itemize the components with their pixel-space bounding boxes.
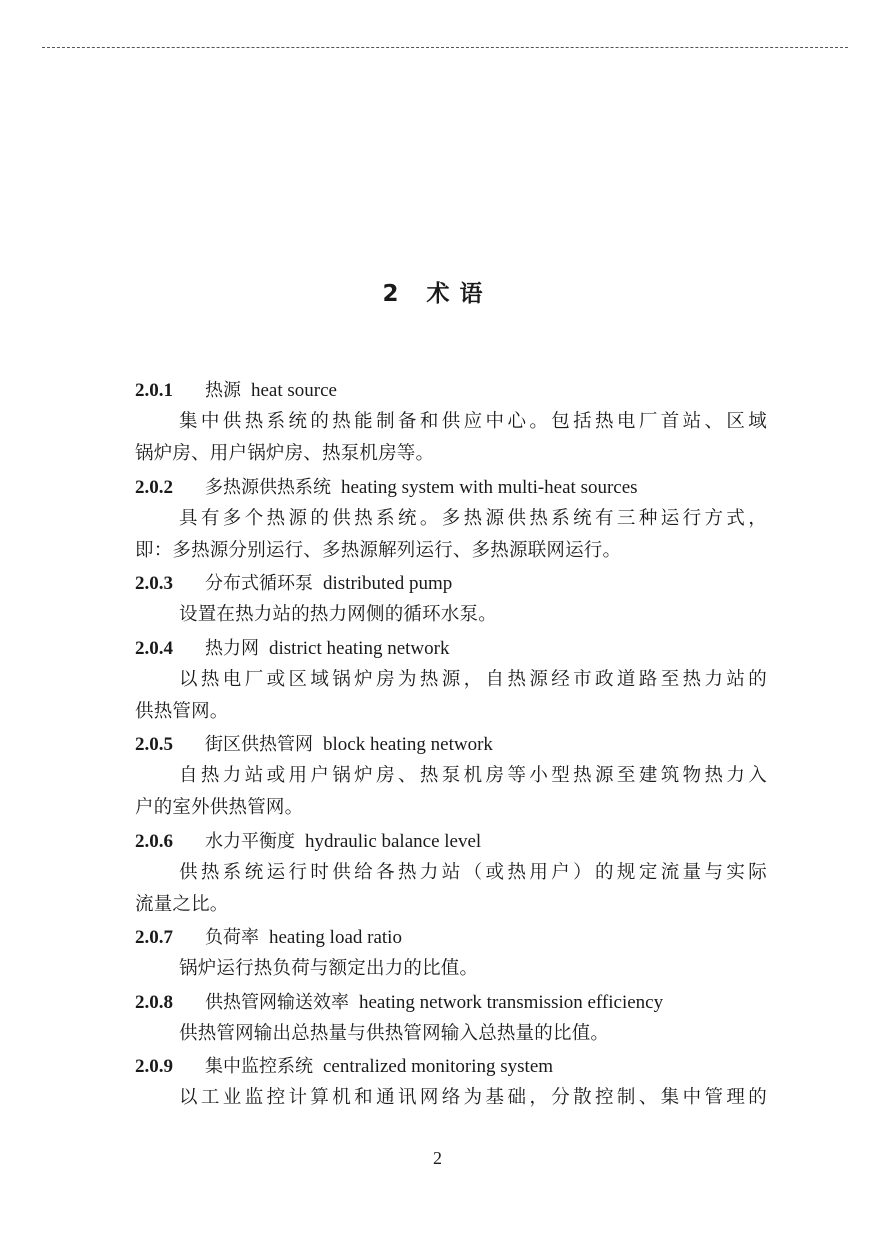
definition-line: 锅炉运行热负荷与额定出力的比值。 — [179, 958, 479, 980]
term-english: hydraulic balance level — [305, 830, 482, 852]
definition-line: 供热管网输出总热量与供热管网输入总热量的比值。 — [179, 1022, 610, 1044]
term-heading — [135, 921, 767, 953]
term-number: 2.0.7 — [135, 927, 173, 949]
term-english: centralized monitoring system — [323, 1055, 554, 1077]
term-heading — [135, 632, 767, 664]
term-chinese: 供热管网输送效率 — [205, 991, 349, 1013]
term-english: heating network transmission efficiency — [359, 991, 664, 1013]
term-heading — [135, 567, 767, 599]
term-english: heating load ratio — [269, 927, 402, 949]
term-chinese: 热源 — [205, 380, 241, 401]
chapter-title: 2 术语 — [382, 281, 493, 307]
term-number: 2.0.1 — [135, 380, 173, 401]
term-heading — [135, 471, 767, 503]
term-english: district heating network — [269, 637, 450, 659]
definition-line: 设置在热力站的热力网侧的循环水泵。 — [179, 604, 497, 626]
term-heading — [135, 825, 767, 857]
definition-line: 锅炉房、用户锅炉房、热泵机房等。 — [135, 443, 435, 465]
term-heading — [135, 728, 767, 760]
term-number: 2.0.4 — [135, 637, 173, 659]
header-rule — [42, 47, 848, 48]
definition-line: 流量之比。 — [135, 894, 229, 915]
term-number: 2.0.6 — [135, 830, 173, 852]
term-number: 2.0.8 — [135, 991, 173, 1013]
definition-line: 集中供热系统的热能制备和供应中心。包括热电厂首站、区域 — [179, 411, 767, 433]
definition-line: 以工业监控计算机和通讯网络为基础，分散控制、集中管理的 — [179, 1087, 767, 1109]
definition-line: 供热系统运行时供给各热力站（或热用户）的规定流量与实际 — [179, 861, 767, 883]
definition-line: 户的室外供热管网。 — [135, 797, 304, 819]
definition-line: 自热力站或用户锅炉房、热泵机房等小型热源至建筑物热力入 — [179, 765, 767, 787]
term-english: block heating network — [323, 734, 493, 756]
term-chinese: 街区供热管网 — [205, 734, 313, 756]
term-chinese: 水力平衡度 — [205, 830, 295, 852]
term-number: 2.0.3 — [135, 573, 173, 595]
term-chinese: 分布式循环泵 — [205, 573, 313, 595]
term-english: heat source — [251, 380, 337, 401]
term-number: 2.0.2 — [135, 476, 173, 498]
terms-list — [135, 374, 767, 1114]
page-number: 2 — [433, 1148, 442, 1168]
definition-line: 供热管网。 — [135, 700, 229, 722]
term-heading — [135, 1050, 767, 1082]
term-heading — [135, 986, 767, 1018]
term-chinese: 热力网 — [205, 637, 259, 659]
term-chinese: 多热源供热系统 — [205, 476, 331, 498]
definition-line: 以热电厂或区域锅炉房为热源，自热源经市政道路至热力站的 — [179, 668, 767, 690]
term-number: 2.0.9 — [135, 1055, 173, 1077]
term-chinese: 集中监控系统 — [205, 1055, 313, 1077]
term-number: 2.0.5 — [135, 734, 173, 756]
term-heading — [135, 374, 767, 406]
term-english: distributed pump — [323, 573, 453, 595]
term-english: heating system with multi-heat sources — [341, 476, 638, 498]
definition-line: 即：多热源分别运行、多热源解列运行、多热源联网运行。 — [135, 539, 622, 561]
definition-line: 具有多个热源的供热系统。多热源供热系统有三种运行方式， — [179, 507, 767, 529]
term-chinese: 负荷率 — [205, 927, 259, 949]
